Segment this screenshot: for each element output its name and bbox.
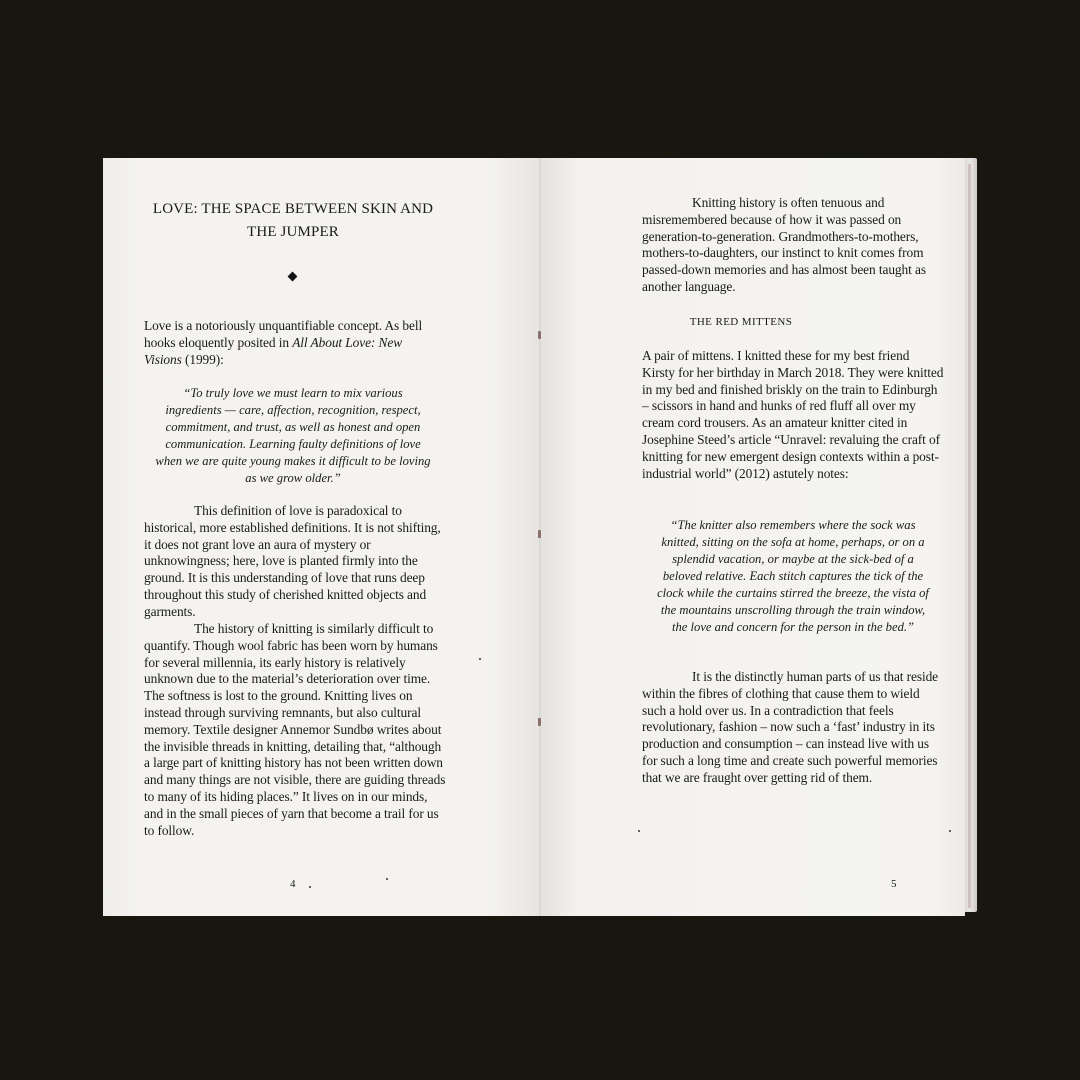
ink-speck xyxy=(638,830,640,832)
page-number-right: 5 xyxy=(891,878,897,890)
ink-speck xyxy=(479,658,481,660)
intro-text: Love is a notoriously unquantifiable concept. As bell hooks eloquently posited in xyxy=(144,318,423,350)
intro-paragraph xyxy=(144,318,440,368)
intro-end: (1999): xyxy=(181,351,224,367)
bell-hooks-quote: “To truly love we must learn to mix various ingredients — care, affection, recognition, respect, commitment, and trust, as well as honest and open communication. Learning faulty definitions of love when we are quite young makes it difficult to be loving as we grow older.” xyxy=(155,386,431,485)
right-paragraph-3: It is the distinctly human parts of us that reside within the fibres of clothing that cause them to wield such a hold over us. In a contradiction that feels revolutionary, fashion – now such a ‘fast’ industry in its production and consumption – can instead live with us for such a long time and create such powerful memories that we are fraught over getting rid of them. xyxy=(642,669,939,785)
ink-speck xyxy=(949,830,951,832)
cover-edge xyxy=(968,164,971,908)
ink-speck xyxy=(386,878,388,880)
ink-speck xyxy=(309,886,311,888)
diamond-ornament-icon xyxy=(288,272,298,282)
intro-book-title: All About Love: New Visions xyxy=(144,334,403,367)
left-paragraph-1: This definition of love is paradoxical to historical, more established definitions. It is not shifting, it does not grant love an aura of mystery or unknowingness; here, love is planted firmly into the ground. It is this understanding of love that runs deep throughout this study of cherished knitted objects and garments. xyxy=(144,503,441,619)
page-number-left: 4 xyxy=(290,878,296,890)
right-page xyxy=(541,158,965,916)
left-page xyxy=(103,158,541,916)
right-paragraph-2: A pair of mittens. I knitted these for my best friend Kirsty for her birthday in March 2018. They were knitted in my bed and finished briskly on the train to Edinburgh – scissors in hand and hunks of red fluff all over my cream cord trousers. As an amateur knitter cited in Josephine Steed’s article “Unravel: revaluing the craft of knitting for new emergent design contexts within a post-industrial world” (2012) astutely notes: xyxy=(642,348,944,481)
section-title: THE RED MITTENS xyxy=(689,316,793,328)
open-booklet xyxy=(103,158,977,916)
right-paragraph-1: Knitting history is often tenuous and misremembered because of how it was passed on generation-to-generation. Grandmothers-to-mothers, mothers-to-daughters, our instinct to knit comes from passed-down memories and has almost been taught as another language. xyxy=(642,195,926,294)
left-paragraph-2: The history of knitting is similarly difficult to quantify. Though wool fabric has been worn by humans for several millennia, its early history is relatively unknown due to the material’s deterioration over time. The softness is lost to the ground. Knitting lives on instead through surviving remnants, but also cultural memory. Textile designer Annemor Sundbø writes about the invisible threads in knitting, detailing that, “although a large part of knitting history has not been written down and many things are not visible, there are guiding threads to many of its hiding places.” It lives on in our minds, and in the small pieces of yarn that become a trail for us to follow. xyxy=(144,621,446,838)
knitter-quote: “The knitter also remembers where the sock was knitted, sitting on the sofa at home, perhaps, or on a splendid vacation, or maybe at the sick-bed of a beloved relative. Each stitch captures the tick of the clock while the curtains stirred the breeze, the vista of the mountains unscrolling through the train window, the love and concern for the person in the bed.” xyxy=(657,518,929,634)
chapter-title: LOVE: THE SPACE BETWEEN SKIN AND THE JUMPER xyxy=(152,201,434,240)
